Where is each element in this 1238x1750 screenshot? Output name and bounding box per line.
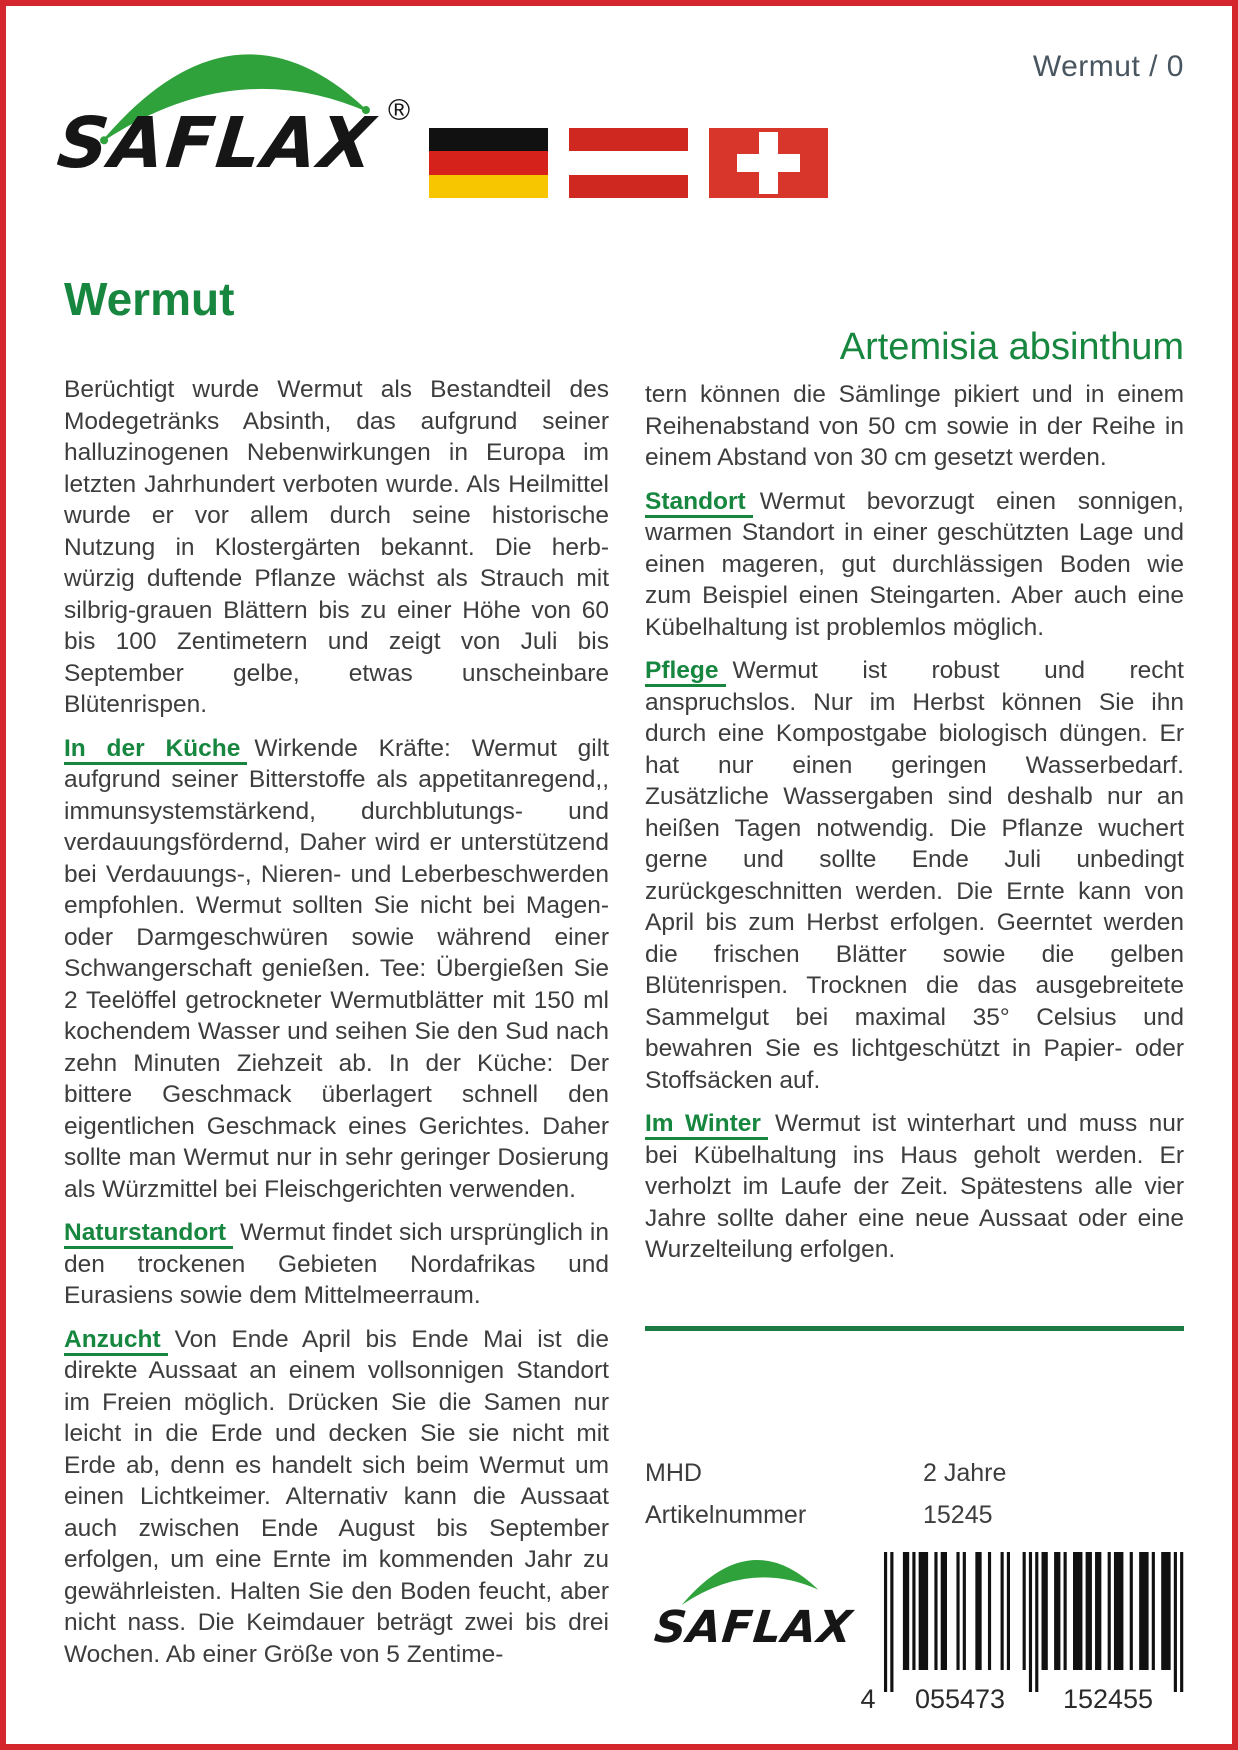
section-heading-in-der-kueche: In der Küche [64,735,247,765]
continuation-paragraph: tern können die Sämlinge pikiert und in einem Reihenabstand von 50 cm sowie in der Reihe in einem Abstand von 30 cm gesetzt werden. [645,381,1184,471]
footer-brand-logo: SAFLAX [651,1602,856,1653]
section-text-naturstandort: Wermut findet sich ursprünglich in den trockenen Gebieten Nordafrikas und Eurasiens sowie dem Mittelmeerraum. [64,1219,609,1309]
barcode-bars [884,1552,1183,1692]
detail-row-artikelnummer [645,1494,1184,1536]
section-heading-naturstandort: Naturstandort [64,1219,233,1249]
flag-austria-icon [569,128,688,198]
flag-germany-icon [429,128,548,198]
section-heading-pflege: Pflege [645,657,726,687]
botanical-name: Artemisia absinthum [839,326,1184,368]
ean13-barcode [856,1552,1196,1719]
detail-label-artikelnummer: Artikelnummer [645,1500,807,1529]
section-text-standort: Wermut bevorzugt einen sonnigen, warmen Standort in einer geschützten Lage und einen mageren, gut durchlässigen Boden wie zum Beispiel einen Steingarten. Aber auch eine Kübelhaltung ist problemlos möglich. [645,487,1184,641]
country-flags [429,128,828,198]
brand-logo: SAFLAX [53,102,380,184]
section-text-pflege: Wermut ist robust und recht anspruchslos. Nur im Herbst können Sie ihn durch eine Kompostgabe biologisch düngen. Er hat nur einen geringen Wasserbedarf. Zusätzliche Wassergaben sind deshalb nur an heißen Tagen notwendig. Die Pflanze wuchert gerne und sollte Ende Juli unbedingt zurückgeschnitten werden. Die Ernte kann von April bis zum Herbst erfolgen. Geerntet werden die frischen Blätter sowie die gelben Blütenrispen. Trocknen die das ausgebreitete Sammelgut bei maximal 35° Celsius und bewahren Sie es lichtgeschützt in Papier- oder Stoffsäcken auf. [645,657,1184,1094]
product-code: Wermut / 0 [1032,50,1184,83]
section-heading-im-winter: Im Winter [645,1110,768,1140]
section-anzucht [64,1324,609,1671]
section-pflege [645,655,1184,1096]
section-text-anzucht: Von Ende April bis Ende Mai ist die direkte Aussaat an einem vollsonnigen Standort im Freien möglich. Drücken Sie die Samen nur leicht in die Erde und decken Sie sie nicht mit Erde ab, denn es handelt sich beim Wermut um einen Lichtkeimer. Alternativ kann die Aussaat auch zwischen Ende August bis September erfolgen, um eine Ernte im kommenden Jahr zu gewährleisten. Halten Sie den Boden feucht, aber nicht nass. Die Keimdauer beträgt zwei bis drei Wochen. Ab einer Größe von 5 Zentime- [64,1325,609,1668]
section-naturstandort [64,1217,609,1312]
section-heading-anzucht: Anzucht [64,1326,168,1356]
divider-rule [645,1326,1184,1331]
section-text-im-winter: Wermut ist winterhart und muss nur bei Kübelhaltung ins Haus geholt werden. Er verholzt im Laufe der Zeit. Spätestens alle vier Jahre sollte daher eine neue Aussaat oder eine Wurzelteilung erfolgen. [645,1110,1185,1263]
barcode-digits-right: 152455 [1062,1684,1154,1714]
section-im-winter [645,1108,1184,1266]
detail-value-mhd: 2 Jahre [923,1458,1007,1487]
left-column [64,273,610,1670]
detail-label-mhd: MHD [645,1458,702,1487]
detail-value-artikelnummer: 15245 [923,1500,993,1529]
flag-switzerland-icon [709,128,828,198]
section-standort [645,486,1184,644]
detail-row-mhd [645,1452,1184,1494]
section-in-der-kueche [64,733,609,1206]
barcode-digits-left: 055473 [914,1684,1006,1714]
intro-paragraph: Berüchtigt wurde Wermut als Bestandteil des Modegetränks Absinth, das aufgrund seiner halluzinogenen Nebenwirkungen in Europa im letzten Jahrhundert verboten wurde. Als Heilmittel wurde er vor allem durch seine historische Nutzung in Klostergärten bekannt. Die herb-würzig duftende Pflanze wächst als Strauch mit silbrig-grauen Blättern bis zu einer Höhe von 60 bis 100 Zentimetern und zeigt von Juli bis September gelbe, etwas unscheinbare Blütenrispen. [64,376,609,718]
product-details [645,1452,1184,1536]
page-title: Wermut [64,273,235,325]
barcode-digit-first: 4 [860,1684,876,1714]
right-column [645,328,1184,1266]
section-heading-standort: Standort [645,488,753,518]
section-text-in-der-kueche: Wirkende Kräfte: Wermut gilt aufgrund seiner Bitterstoffe als appetitanregend,, immunsystemstärkend, durchblutungs- und verdauungsfördernd, Daher wird er unterstützend bei Verdauungs-, Nieren- und Leberbeschwerden empfohlen. Wermut sollten Sie nicht bei Magen- oder Darmgeschwüren sowie während einer Schwangerschaft genießen. Tee: Übergießen Sie 2 Teelöffel getrockneter Wermutblätter mit 150 ml kochendem Wasser und seihen Sie den Sud nach zehn Minuten Ziehzeit ab. In der Küche: Der bittere Geschmack überlagert schnell den eigentlichen Geschmack eines Gerichtes. Daher sollte man Wermut nur in sehr geringer Dosierung als Würzmittel bei Fleischgerichten verwenden. [64,734,610,1203]
registered-trademark-icon: ® [388,94,411,127]
